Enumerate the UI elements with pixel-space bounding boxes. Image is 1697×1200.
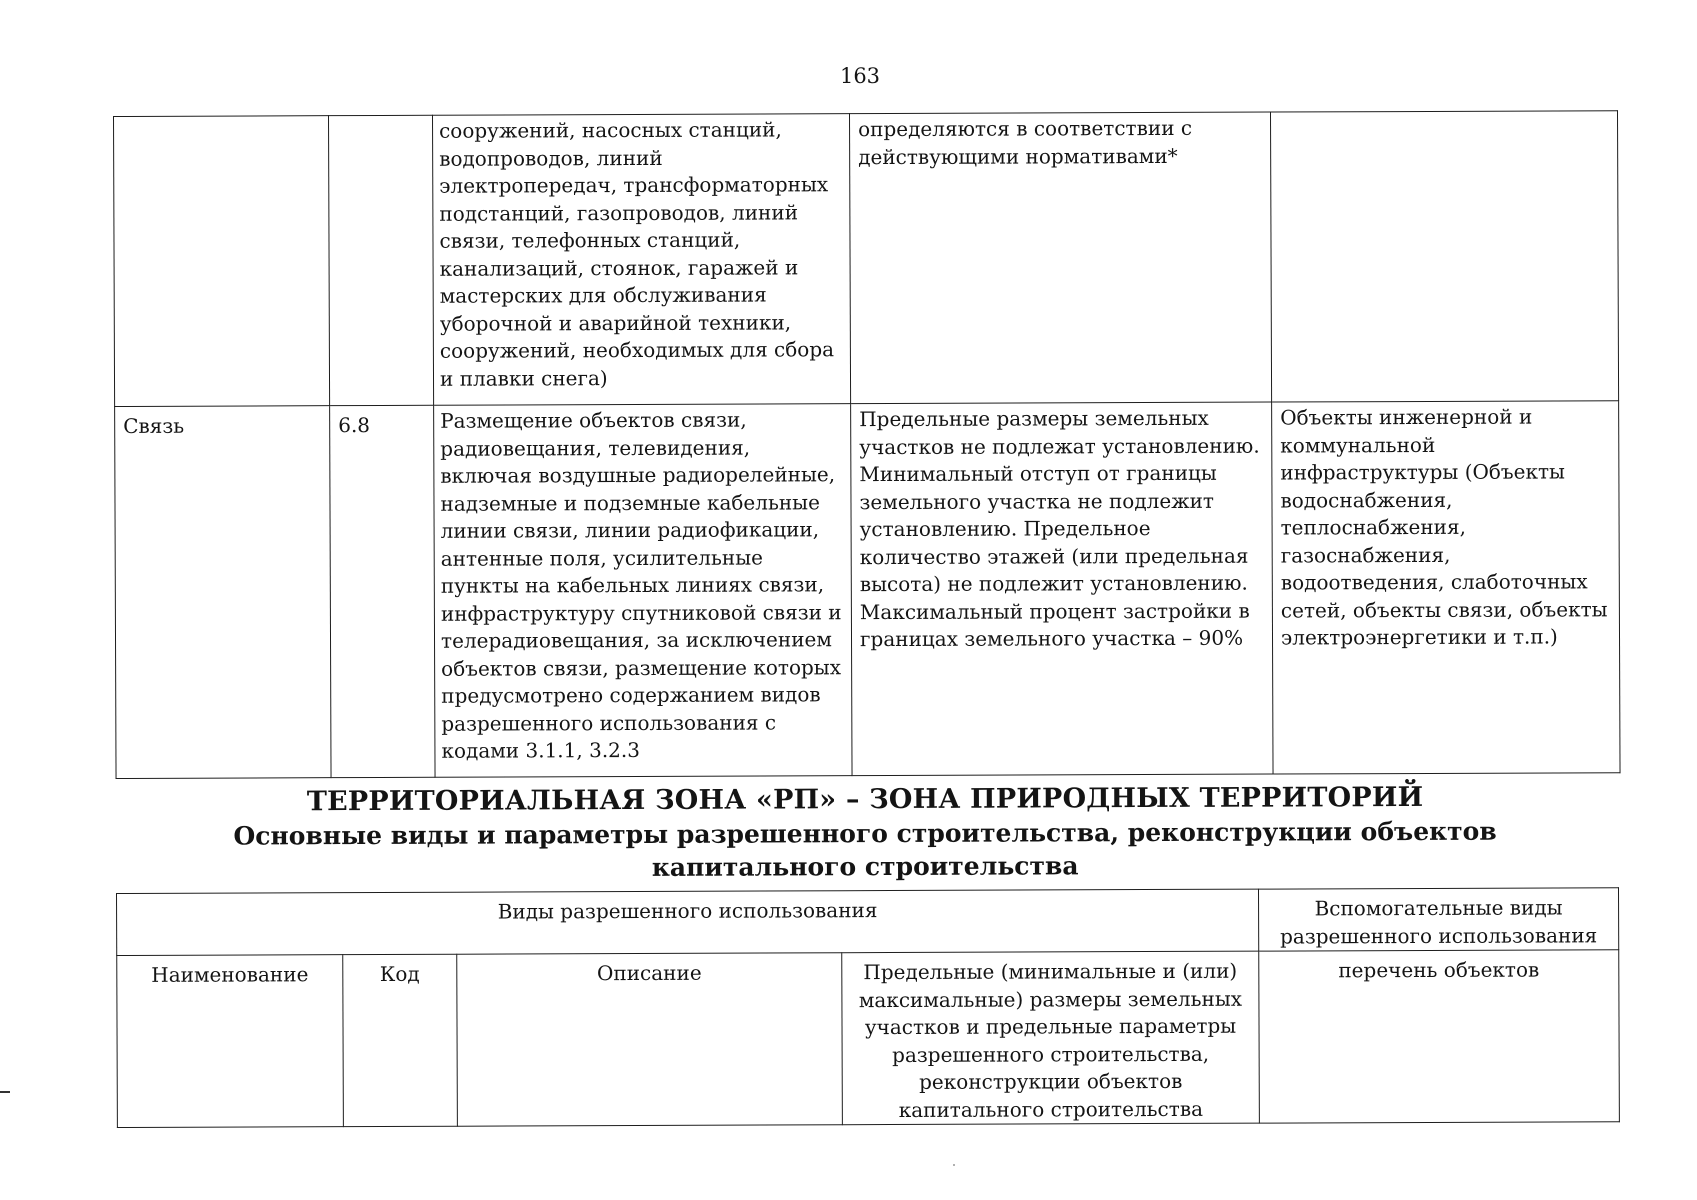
name-cell xyxy=(114,116,330,407)
column-header-name: Наименование xyxy=(117,955,344,1128)
table-header-row xyxy=(117,950,1620,1128)
table-header-row xyxy=(117,888,1619,956)
scan-speck xyxy=(953,1164,955,1166)
description-cell: Размещение объектов связи, радиовещания, телевидения, включая воздушные радиорелейные, надземные и подземные кабельные линии связи, линии радиофикации, антенные поля, усилительные пункты на кабельных линиях связи, инфраструктуру спутниковой связи и телерадиовещания, за исключением объектов связи, размещение которых предусмотрено содержанием видов разрешенного использования с кодами 3.1.1, 3.2.3 xyxy=(434,404,852,778)
column-header-parameters: Предельные (минимальные и (или) максимальные) размеры земельных участков и предельные параметры разрешенного строительства, реконструкции объектов капитального строительства xyxy=(842,951,1260,1125)
permitted-use-table-continued xyxy=(113,110,1621,779)
auxiliary-cell xyxy=(1270,111,1618,402)
auxiliary-cell: Объекты инженерной и коммунальной инфраструктуры (Объекты водоснабжения, теплоснабжения, газоснабжения, водоотведения, слаботочных сетей, объекты связи, объекты электроэнергетики и т.п.) xyxy=(1272,401,1620,774)
zone-title: ТЕРРИТОРИАЛЬНАЯ ЗОНА «РП» – ЗОНА ПРИРОДНЫХ ТЕРРИТОРИЙ xyxy=(306,781,1424,818)
table-row xyxy=(114,111,1619,407)
description-cell: сооружений, насосных станций, водопроводов, линий электропередач, трансформаторных подстанций, газопроводов, линий связи, телефонных станций, канализаций, стоянок, гаражей и мастерских для обслуживания уборочной и аварийной техники, сооружений, необходимых для сбора и плавки снега) xyxy=(432,114,850,406)
parameters-cell: Предельные размеры земельных участков не подлежат установлению. Минимальный отступ от границы земельного участка не подлежит установлению. Предельное количество этажей (или предельная высота) не подлежит установлению. Максимальный процент застройки в границах земельного участка – 90% xyxy=(851,402,1273,776)
margin-mark xyxy=(0,1091,10,1093)
table-row xyxy=(115,401,1620,779)
column-header-code: Код xyxy=(343,954,458,1126)
column-header-objects: перечень объектов xyxy=(1259,950,1620,1123)
code-cell: 6.8 xyxy=(330,405,435,777)
permitted-use-table-header xyxy=(116,887,1620,1128)
code-cell xyxy=(329,115,434,405)
column-header-description: Описание xyxy=(457,953,843,1126)
parameters-cell: определяются в соответствии с действующими нормативами* xyxy=(849,112,1271,404)
name-cell: Связь xyxy=(115,406,331,779)
group-header: Виды разрешенного использования xyxy=(117,889,1259,955)
aux-header: Вспомогательные виды разрешенного использования xyxy=(1258,888,1618,951)
zone-subtitle: Основные виды и параметры разрешенного строительства, реконструкции объектов капитального строительства xyxy=(233,816,1497,882)
page-number: 163 xyxy=(839,64,881,88)
